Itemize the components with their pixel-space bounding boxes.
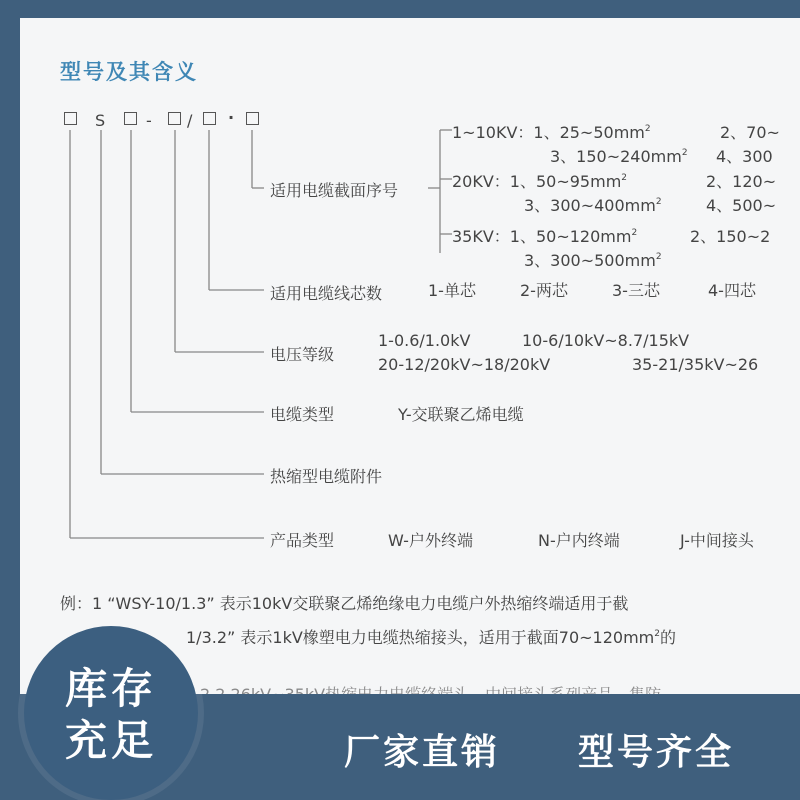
example-line-2: 1/3.2” 表示1kV橡塑电力电缆热缩接头，适用于截面$70\sim 120mm^2$的 bbox=[186, 628, 677, 647]
badge-line-1: 库存 bbox=[64, 664, 157, 713]
product-opt-2: N-户内终端 bbox=[538, 531, 620, 550]
cable-label: 电缆类型 bbox=[270, 405, 335, 424]
page-title: 型号及其含义 bbox=[60, 60, 198, 84]
cores-opt-3: 3-三芯 bbox=[612, 281, 660, 300]
section-35kv-row1b: 2、150~2 bbox=[690, 227, 771, 246]
cable-opt: Y-交联聚乙烯电缆 bbox=[398, 405, 524, 424]
section-20kv-row1b: 2、120~ bbox=[706, 172, 777, 191]
section-35kv-row1: 35KV：1、$50\sim 120mm^2$ bbox=[452, 227, 638, 246]
product-opt-1: W-户外终端 bbox=[388, 531, 473, 550]
section-10kv-row2: 3、$150\sim 240mm^2$ bbox=[550, 147, 688, 166]
heat-label: 热缩型电缆附件 bbox=[270, 467, 383, 486]
code-slash: / bbox=[187, 111, 193, 130]
section-20kv-row1: 20KV：1、$50\sim 95mm^2$ bbox=[452, 172, 628, 191]
example-line-1: 例：1 “WSY-10/1.3” 表示10kV交联聚乙烯绝缘电力电缆户外热缩终端适用于截 bbox=[60, 594, 629, 613]
voltage-opt-4: 35-21/35kV~26 bbox=[632, 355, 759, 374]
code-dash: - bbox=[146, 111, 152, 130]
slogan-right: 型号齐全 bbox=[578, 732, 735, 773]
cores-opt-2: 2-两芯 bbox=[520, 281, 568, 300]
code-letter-s: S bbox=[95, 111, 106, 130]
code-dot: · bbox=[228, 108, 235, 127]
cores-opt-4: 4-四芯 bbox=[708, 281, 756, 300]
section-label: 适用电缆截面序号 bbox=[270, 181, 399, 200]
product-label: 产品类型 bbox=[270, 531, 335, 550]
slogan-left: 厂家直销 bbox=[344, 732, 501, 773]
section-20kv-row2: 3、$300\sim 400mm^2$ bbox=[524, 196, 662, 215]
section-10kv-row1b: 2、70~ bbox=[720, 123, 780, 142]
spec-sheet bbox=[20, 18, 800, 694]
stock-badge bbox=[24, 626, 198, 800]
section-20kv-row2b: 4、500~ bbox=[706, 196, 777, 215]
cores-opt-1: 1-单芯 bbox=[428, 281, 476, 300]
voltage-opt-3: 20-12/20kV~18/20kV bbox=[378, 355, 551, 374]
voltage-label: 电压等级 bbox=[270, 345, 335, 364]
section-10kv-row1: 1~10KV：1、$25\sim 50mm^2$ bbox=[452, 123, 651, 142]
product-opt-3: J-中间接头 bbox=[680, 531, 754, 550]
section-10kv-row2b: 4、300 bbox=[716, 147, 773, 166]
voltage-opt-2: 10-6/10kV~8.7/15kV bbox=[522, 331, 690, 350]
badge-line-2: 充足 bbox=[64, 716, 157, 765]
voltage-opt-1: 1-0.6/1.0kV bbox=[378, 331, 471, 350]
section-35kv-row2: 3、$300\sim 500mm^2$ bbox=[524, 251, 662, 270]
cores-label: 适用电缆线芯数 bbox=[270, 284, 383, 303]
